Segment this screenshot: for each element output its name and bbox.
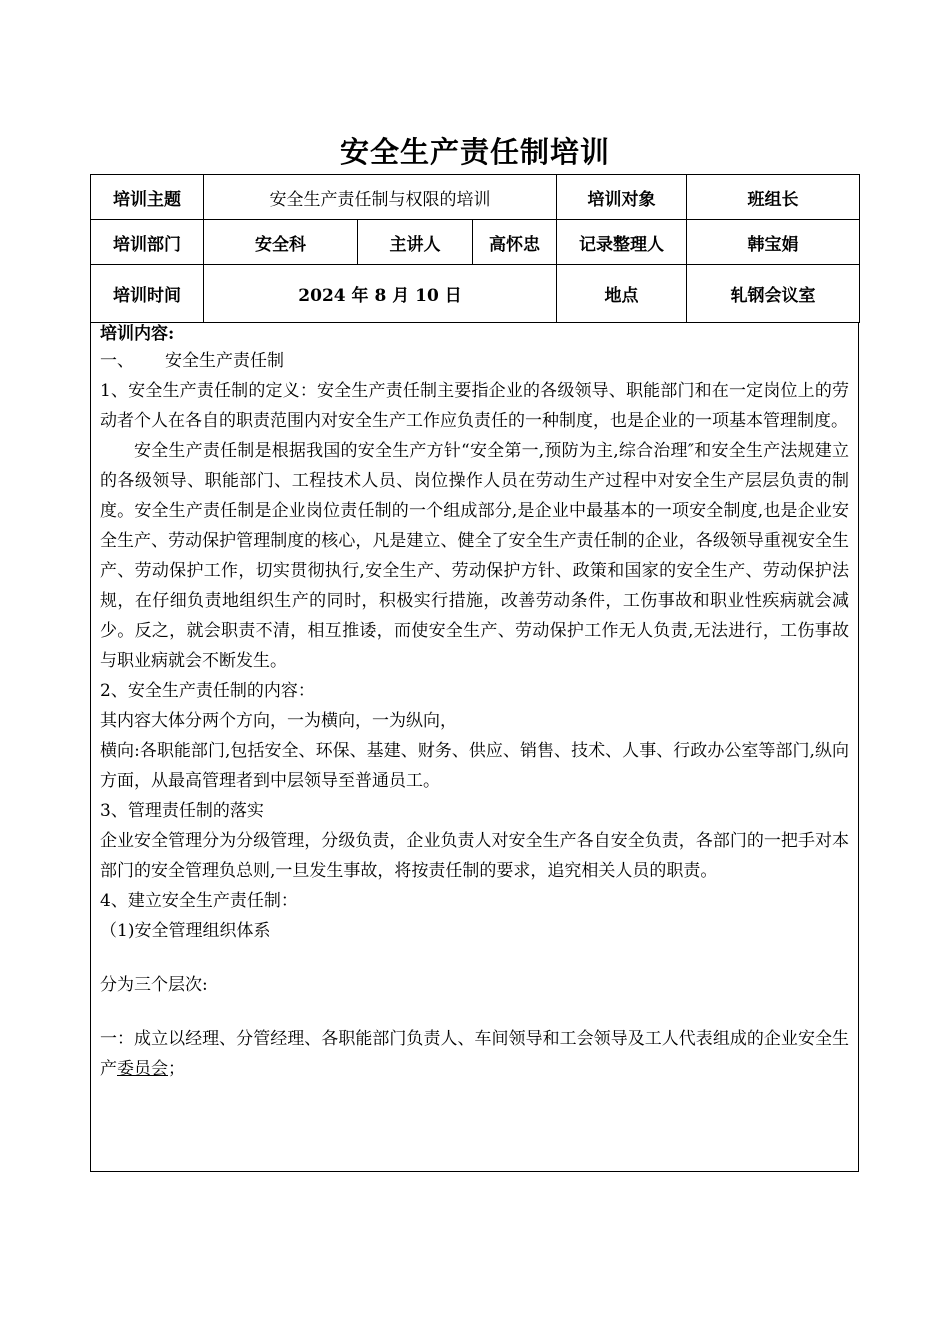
section-1-number: 一、 [100,351,134,371]
level-one-end: ； [168,1059,185,1079]
dept-value: 安全科 [204,220,358,265]
recorder-label: 记录整理人 [557,220,687,265]
paragraph-establish-heading: 4、建立安全生产责任制： [100,891,298,911]
audience-label: 培训对象 [557,175,687,220]
topic-label: 培训主题 [91,175,204,220]
audience-value: 班组长 [687,175,860,220]
dept-label: 培训部门 [91,220,204,265]
document-title: 安全生产责任制培训 [339,135,610,169]
content-heading: 培训内容: [100,324,175,344]
paragraph-explanation: 安全生产责任制是根据我国的安全生产方针“安全第一,预防为主,综合治理″和安全生产法规建立的各级领导、职能部门、工程技术人员、岗位操作人员在劳动生产过程中对安全生产层层负责的制度。安全生产责任制是企业岗位责任制的一个组成部分,是企业中最基本的一项安全制度,也是企业安全生产、劳动保护管理制度的核心，凡是建立、健全了安全生产责任制的企业，各级领导重视安全生产、劳动保护工作，切实贯彻执行,安全生产、劳动保护方针、政策和国家的安全生产、劳动保护法规，在仔细负责地组织生产的同时，积极实行措施，改善劳动条件，工伤事故和职业性疾病就会减少。反之，就会职责不清，相互推诿，而使安全生产、劳动保护工作无人负责,无法进行，工伤事故与职业病就会不断发生。 [100,441,849,671]
committee-link[interactable]: 委员会 [117,1059,168,1079]
paragraph-levels: 分为三个层次: [100,975,208,995]
time-label: 培训时间 [91,265,204,323]
speaker-value: 高怀忠 [473,220,557,265]
level-one-text: 一：成立以经理、分管经理、各职能部门负责人、车间领导和工会领导及工人代表组成的企业安全生产 [100,1029,849,1079]
recorder-value: 韩宝娟 [687,220,860,265]
paragraph-level-one [100,1024,849,1084]
paragraph-implementation-heading: 3、管理责任制的落实 [100,801,264,821]
table-row [91,220,860,265]
content-box [90,322,859,1172]
speaker-label: 主讲人 [358,220,473,265]
section-1-heading [100,346,849,376]
paragraph-horizontal: 横向:各职能部门,包括安全、环保、基建、财务、供应、销售、技术、人事、行政办公室等部门,纵向方面，从最高管理者到中层领导至普通员工。 [100,741,849,791]
table-row [91,175,860,220]
paragraph-organization: （1)安全管理组织体系 [100,921,271,941]
section-1-title: 安全生产责任制 [165,351,284,371]
info-table [90,174,860,323]
location-value: 轧钢会议室 [687,265,860,323]
table-row [91,265,860,323]
topic-value: 安全生产责任制与权限的培训 [204,175,557,220]
paragraph-definition: 1、安全生产责任制的定义：安全生产责任制主要指企业的各级领导、职能部门和在一定岗位上的劳动者个人在各自的职责范围内对安全生产工作应负责任的一种制度，也是企业的一项基本管理制度。 [100,381,849,431]
paragraph-implementation: 企业安全管理分为分级管理，分级负责，企业负责人对安全生产各自安全负责，各部门的一把手对本部门的安全管理负总则,一旦发生事故，将按责任制的要求，追究相关人员的职责。 [100,831,849,881]
time-value: 2024 年 8 月 10 日 [204,265,557,323]
location-label: 地点 [557,265,687,323]
paragraph-content-heading: 2、安全生产责任制的内容： [100,681,315,701]
paragraph-directions: 其内容大体分两个方向，一为横向，一为纵向， [100,711,457,731]
